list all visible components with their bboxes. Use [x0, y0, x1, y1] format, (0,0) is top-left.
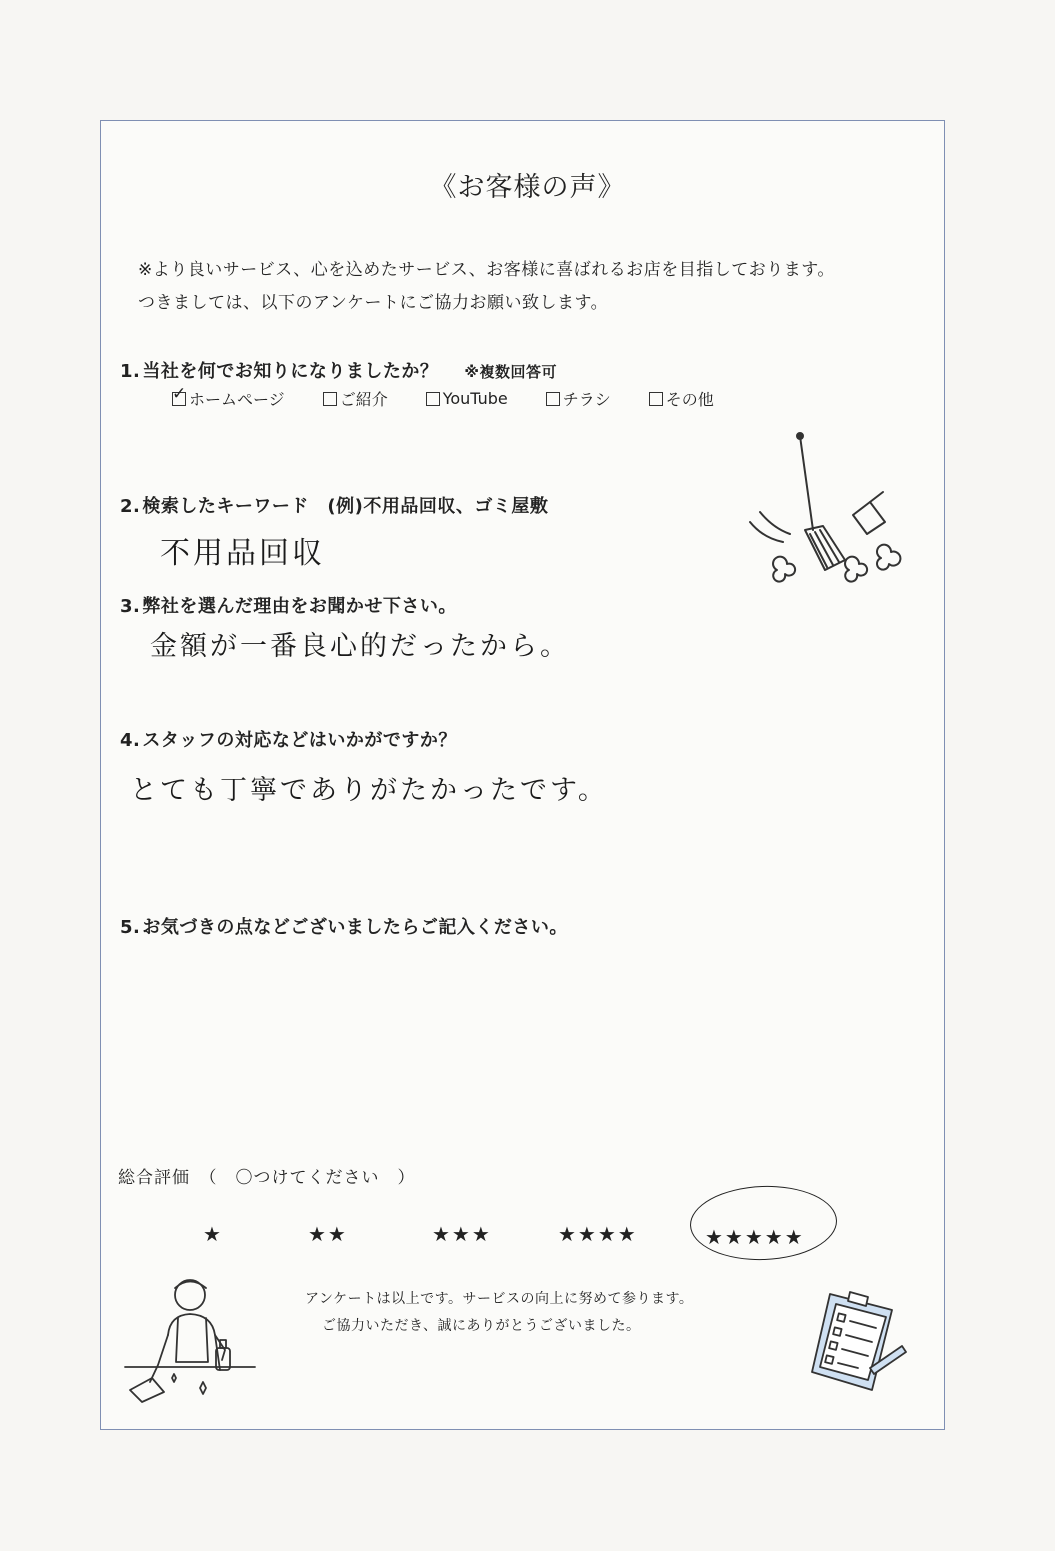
checkbox-icon[interactable]: [323, 392, 337, 406]
option-label: その他: [665, 390, 714, 409]
rating-option-4[interactable]: ★★★★: [558, 1222, 638, 1246]
rating-label: 総合評価 （ 〇つけてください ）: [118, 1168, 416, 1188]
clipboard-icon: [810, 1282, 910, 1392]
rating-option-5[interactable]: ★★★★★: [705, 1225, 805, 1249]
cleaning-staff-icon: [120, 1270, 265, 1405]
question-5: [120, 913, 568, 939]
closing-line-1: アンケートは以上です。サービスの向上に努めて参ります。: [305, 1291, 694, 1307]
question-4: [120, 726, 457, 752]
broom-dustpan-icon: [745, 430, 915, 590]
question-text: 検索したキーワード (例)不用品回収、ゴミ屋敷: [142, 496, 549, 517]
multi-answer-note: ※複数回答可: [464, 363, 557, 381]
question-number: 4.: [120, 730, 141, 751]
question-number: 1.: [120, 361, 141, 382]
option-referral[interactable]: [323, 387, 388, 410]
rating-option-3[interactable]: ★★★: [432, 1222, 492, 1246]
option-youtube[interactable]: [426, 387, 508, 410]
option-homepage[interactable]: [172, 387, 285, 410]
question-text: 当社を何でお知りになりましたか？: [142, 361, 439, 382]
question-number: 3.: [120, 596, 141, 617]
option-flyer[interactable]: [546, 387, 611, 410]
question-1: [120, 357, 557, 383]
q4-answer[interactable]: とても丁寧でありがたかったです。: [130, 775, 608, 806]
q1-options: [172, 387, 752, 410]
checkbox-icon[interactable]: [426, 392, 440, 406]
intro-line-1: ※より良いサービス、心を込めたサービス、お客様に喜ばれるお店を目指しております。: [138, 260, 835, 280]
question-text: スタッフの対応などはいかがですか？: [142, 730, 457, 751]
option-label: ご紹介: [339, 390, 388, 409]
option-label: チラシ: [562, 390, 611, 409]
q3-answer[interactable]: 金額が一番良心的だったから。: [150, 631, 570, 662]
option-label: ホームページ: [189, 390, 285, 409]
question-number: 2.: [120, 496, 141, 517]
question-text: お気づきの点などございましたらご記入ください。: [142, 917, 568, 938]
question-text: 弊社を選んだ理由をお聞かせ下さい。: [142, 596, 457, 617]
rating-option-2[interactable]: ★★: [308, 1222, 348, 1246]
q2-answer[interactable]: 不用品回収: [160, 536, 325, 571]
page-title: 《お客様の声》: [429, 172, 626, 203]
option-other[interactable]: [649, 387, 714, 410]
closing-line-2: ご協力いただき、誠にありがとうございました。: [322, 1318, 641, 1334]
option-label: YouTube: [442, 389, 508, 408]
question-number: 5.: [120, 917, 141, 938]
checkbox-icon[interactable]: [172, 392, 186, 406]
rating-option-1[interactable]: ★: [203, 1222, 223, 1246]
intro-line-2: つきましては、以下のアンケートにご協力お願い致します。: [138, 293, 609, 313]
checkbox-icon[interactable]: [546, 392, 560, 406]
question-3: [120, 592, 457, 618]
checkbox-icon[interactable]: [649, 392, 663, 406]
question-2: [120, 492, 548, 518]
